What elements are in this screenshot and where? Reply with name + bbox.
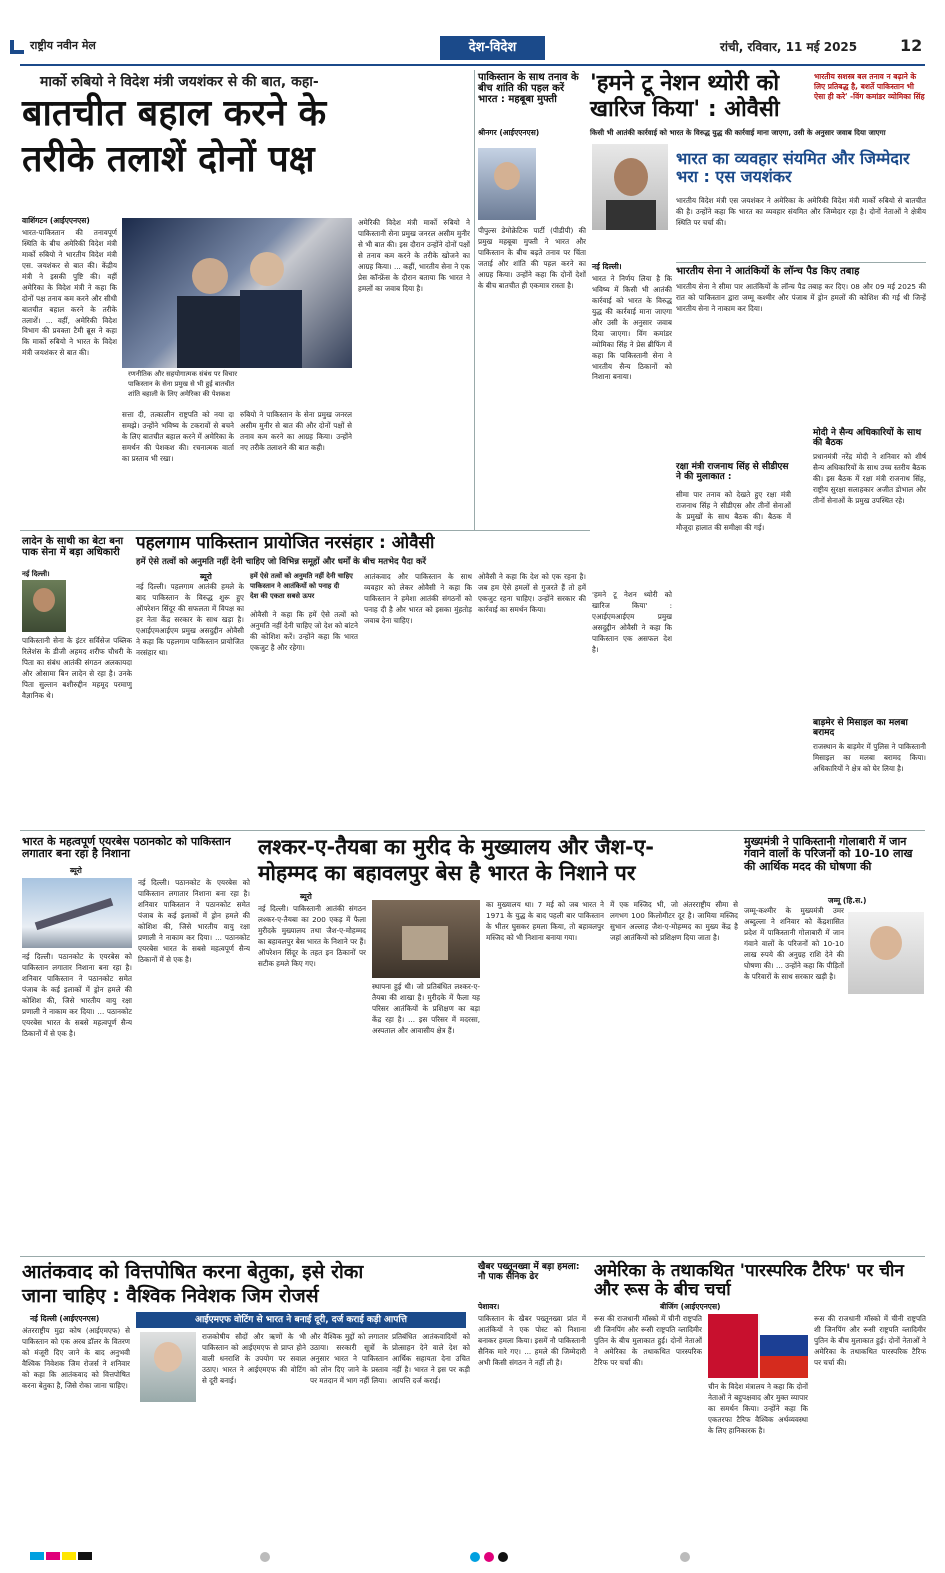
pahalgam-quote: हमें ऐसे तत्वों को अनुमति नहीं देनी चाहिए	[250, 572, 353, 580]
person-suit-right	[240, 290, 302, 368]
lead-bullet: रणनीतिक और सहयोगात्मक संबंध पर विचार	[128, 370, 237, 378]
pahalgam-quote: देश की एकता सबसे ऊपर	[250, 591, 315, 600]
rogers-col3: और वैश्विक मुद्दों को लगातार उठाया। सरकारी सूत्रों के अनुसार भारत ने पाकिस्तान को लोन दिए जाने के प्रस्ताव पर मतदान में भाग नहीं लिया।	[310, 1332, 388, 1385]
registration-mark	[470, 1552, 480, 1562]
omar-body: जम्मू-कश्मीर के मुख्यमंत्री उमर अब्दुल्ला ने शनिवार को केंद्रशासित प्रदेश में पाकिस्तानी गोलाबारी में जान गंवाने वालों के परिजनों को 10-10 लाख रुपये की अनुग्रह राशि देने की घोषणा की। ... उन्होंने कहा कि पीड़ितों के परिवारों के साथ सरकार खड़ी है।	[744, 906, 844, 981]
pahalgam-dateline: ब्यूरो	[200, 572, 212, 581]
paper-name: राष्ट्रीय नवीन मेल	[30, 39, 96, 52]
section-banner: देश-विदेश	[440, 36, 545, 60]
pahalgam-col1: नई दिल्ली। पहलगाम आतंकी हमले के बाद पाकिस्तान के विरुद्ध शुरू हुए ऑपरेशन सिंदूर की सफलता में विपक्ष का हर नेता केंद्र सरकार के साथ खड़ा है। एआईएमआईएम प्रमुख असदुद्दीन ओवैसी ने कहा कि पहलगाम पाकिस्तान प्रायोजित नरसंहार था।	[136, 582, 244, 657]
registration-mark	[484, 1552, 494, 1562]
pahalgam-headline: पहलगाम पाकिस्तान प्रायोजित नरसंहार : ओवैसी	[136, 533, 435, 553]
lead-col2: सत्ता दी, तत्कालीन राष्ट्रपति को नया दा समझे। उन्होंने भविष्य के टकरावों से बचने के लिए बातचीत बहाल करने में अमेरिका के समर्थन की पेशकश की। रचनात्मक वार्ता का प्रस्ताव भी रखा।	[122, 410, 234, 463]
lead-bullet: पाकिस्तान के सेना प्रमुख से भी हुई बातचीत	[128, 379, 235, 388]
face	[494, 162, 520, 190]
rogers-headline-line2: जाना चाहिए : वैश्विक निवेशक जिम रोजर्स	[22, 1285, 319, 1307]
swatch	[46, 1552, 60, 1560]
omar-dateline: जम्मू (हि.स.)	[828, 896, 867, 905]
modi-body: प्रधानमंत्री नरेंद्र मोदी ने शनिवार को शीर्ष सैन्य अधिकारियों के साथ उच्च स्तरीय बैठक की। इस बैठक में रक्षा मंत्री राजनाथ सिंह, राष्ट्रीय सुरक्षा सलाहकार अजीत डोभाल और तीनों सेनाओं के प्रमुख उपस्थित रहे।	[813, 452, 926, 505]
pahalgam-col4: ओवैसी ने कहा कि देश को एक रहना है। जब हम ऐसे हमलों से गुजरते हैं तो हमें एकजुट रहना चाहिए। उन्होंने सरकार की कार्रवाई का समर्थन किया।	[478, 572, 586, 614]
lead-headline-line2: तरीके तलाशें दोनों पक्ष	[22, 139, 315, 180]
lead-headline-line1: बातचीत बहाल करने के	[22, 93, 327, 134]
owaisi-dateline: नई दिल्ली।	[592, 262, 622, 271]
laden-dateline: नई दिल्ली।	[22, 570, 50, 578]
laden-headline: लादेन के साथी का बेटा बना पाक सेना में बड़ा अधिकारी	[22, 536, 124, 559]
tariff-col3: रूस की राजधानी मॉस्को में चीनी राष्ट्रपति शी जिनपिंग और रूसी राष्ट्रपति व्लादिमीर पुतिन के बीच मुलाकात हुई। दोनों नेताओं ने अमेरिका के तथाकथित पारस्परिक टैरिफ पर चर्चा की।	[814, 1314, 926, 1367]
lashkar-col2: स्थापना हुई थी। जो प्रतिबंधित लश्कर-ए-तैयबा की शाखा है। मुरीदके में फैला यह परिसर आतंकियों के प्रशिक्षण का बड़ा केंद्र रहा है। ... इस परिसर में मदरसा, अस्पताल और आवासीय क्षेत्र हैं।	[372, 982, 480, 1035]
divider	[20, 1256, 925, 1257]
owaisi-side-quote: भारतीय सशस्त्र बल तनाव न बढ़ाने के लिए प्रतिबद्ध है, बशर्ते पाकिस्तान भी ऐसा ही करे' -विंग कमांडर व्योमिका सिंह	[814, 72, 925, 102]
person-head-right	[250, 252, 284, 286]
owaisi-sub: 'हमने टू नेशन थ्योरी को खारिज किया' : एआईएमआईएम प्रमुख असदुद्दीन ओवैसी ने कहा कि पाकिस्तान एक असफल देश है।	[592, 590, 672, 654]
divider	[20, 830, 925, 831]
tariff-dateline: बीजिंग (आईएएनएस)	[660, 1302, 721, 1311]
mehbooba-photo	[478, 148, 536, 220]
lead-bullets	[128, 370, 353, 400]
column-divider	[474, 70, 475, 530]
flag-stripe-red	[760, 1356, 808, 1378]
face	[33, 588, 55, 612]
lashkar-dateline: ब्यूरो	[300, 892, 312, 901]
owaisi-photo	[592, 144, 668, 230]
badmer-headline: बाड़मेर से मिसाइल का मलबा बरामद	[813, 718, 908, 739]
jaishankar-body: भारतीय विदेश मंत्री एस जयशंकर ने अमेरिका के अमेरिकी विदेश मंत्री मार्को रुबियो से बातचीत की है। उन्होंने कहा कि भारत का व्यवहार संयमित और जिम्मेदार रहा है। दोनों नेताओं ने क्षेत्रीय स्थिति पर चर्चा की।	[676, 196, 926, 227]
coat	[606, 200, 656, 230]
pathankot-dateline: ब्यूरो	[70, 866, 82, 875]
mehbooba-headline: पाकिस्तान के साथ तनाव के बीच शांति की पहल करें भारत : महबूबा मुफ्ती	[478, 72, 579, 106]
swatch	[62, 1552, 76, 1560]
lashkar-photo	[372, 900, 480, 978]
rogers-banner: आईएमएफ वोटिंग से भारत ने बनाई दूरी, दर्ज कराई कड़ी आपत्ति	[136, 1312, 466, 1328]
laden-photo	[22, 580, 66, 632]
owaisi-headline-line2: खारिज किया' : ओवैसी	[590, 97, 780, 122]
khyber-dateline: पेशावर।	[478, 1302, 500, 1311]
lashkar-headline-line1: लश्कर-ए-तैयबा का मुरीद के मुख्यालय और जैश-ए-	[258, 835, 654, 859]
badmer-body: राजस्थान के बाड़मेर में पुलिस ने पाकिस्तानी मिसाइल का मलबा बरामद किया। अधिकारियों ने क्षेत्र को घेर लिया है।	[813, 742, 926, 773]
tariff-col2: चीन के विदेश मंत्रालय ने कहा कि दोनों नेताओं ने बहुपक्षवाद और मुक्त व्यापार का समर्थन किया। उन्होंने कहा कि एकतरफा टैरिफ वैश्विक अर्थव्यवस्था के लिए हानिकारक है।	[708, 1382, 808, 1435]
lashkar-col4: में एक मस्जिद भी, जो अंतरराष्ट्रीय सीमा से लगभग 100 किलोमीटर दूर है। जामिया मस्जिद सुभान अल्लाह जैश-ए-मोहम्मद का मुख्य केंद्र है जहां आतंकियों को प्रशिक्षण दिया जाता है।	[610, 900, 738, 942]
lead-col3: रुबियो ने पाकिस्तान के सेना प्रमुख जनरल असीम मुनीर से बात की और दोनों पक्षों से तनाव कम करने का आग्रह किया। उन्होंने नए तरीके तलाशने की बात कही।	[240, 410, 352, 452]
registration-mark	[260, 1552, 270, 1562]
omar-photo	[848, 912, 924, 994]
face	[870, 926, 902, 960]
flag-stripe-white	[760, 1314, 808, 1335]
pahalgam-col2: ओवैसी ने कहा कि हमें ऐसे तत्वों को अनुमति नहीं देनी चाहिए जो देश को बांटने की कोशिश करें। उन्होंने कहा कि भारत एकजुट है और रहेगा।	[250, 610, 358, 652]
lead-kicker: मार्को रुबियो ने विदेश मंत्री जयशंकर से की बात, कहा-	[40, 74, 319, 90]
person-head-left	[192, 258, 228, 294]
khyber-headline: खैबर पख्तूनख्वा में बड़ा हमला: नौ पाक सैनिक ढेर	[478, 1262, 580, 1283]
rogers-col4: प्रतिबंधित आतंकवादियों को प्रोत्साहन देने वाले देश को आर्थिक सहायता देना उचित नहीं है। भारत ने इस पर कड़ी आपत्ति दर्ज कराई।	[392, 1332, 470, 1385]
launchpad-body: भारतीय सेना ने सीमा पार आतंकियों के लॉन्च पैड तबाह कर दिए। 08 और 09 मई 2025 की रात को पाकिस्तान द्वारा जम्मू कश्मीर और पंजाब में ड्रोन हमलों की कोशिश की गई थी जिन्हें भारतीय सेना ने नाकाम कर दिया।	[676, 282, 926, 313]
rogers-dateline: नई दिल्ली (आईएएनएस)	[30, 1314, 100, 1323]
mehbooba-body: पीपुल्स डेमोक्रेटिक पार्टी (पीडीपी) की प्रमुख महबूबा मुफ्ती ने भारत और पाकिस्तान के बीच बढ़ते तनाव पर चिंता जताई और शांति की पहल करने का आग्रह किया। उन्होंने कहा कि दोनों देशों के बीच बातचीत ही एकमात्र रास्ता है।	[478, 226, 586, 290]
divider	[676, 262, 926, 263]
flag-stripe-blue	[760, 1335, 808, 1356]
lashkar-col1: नई दिल्ली। पाकिस्तानी आतंकी संगठन लश्कर-ए-तैयबा का 200 एकड़ में फैला मुरीदके मुख्यालय तथा जैश-ए-मोहम्मद का बहावलपुर बेस भारत के निशाने पर हैं। ऑपरेशन सिंदूर के तहत इन ठिकानों पर सटीक हमले किए गए।	[258, 904, 366, 968]
rogers-col1: अंतरराष्ट्रीय मुद्रा कोष (आईएमएफ) से पाकिस्तान को एक अरब डॉलर के वितरण को मंजूरी दिए जाने के बाद अनुभवी वैश्विक निवेशक जिम रोजर्स ने शनिवार को कहा कि आतंकवाद को वित्तपोषित करना बेतुका है, जिसे रोका जाना चाहिए।	[22, 1326, 130, 1390]
face	[614, 158, 648, 196]
color-bar	[30, 1552, 92, 1560]
lashkar-col3: का मुख्यालय था। 7 मई को जब भारत ने 1971 के युद्ध के बाद पहली बार पाकिस्तान के भीतर घुसकर हमला किया, तो बहावलपुर मस्जिद को भी निशाना बनाया गया।	[486, 900, 604, 942]
pathankot-headline: भारत के महत्वपूर्ण एयरबेस पठानकोट को पाकिस्तान लगातार बना रहा है निशाना	[22, 835, 231, 861]
pathankot-col1: नई दिल्ली। पठानकोट के एयरबेस को पाकिस्तान लगातार निशाना बना रहा है। शनिवार पाकिस्तान ने पठानकोट समेत पंजाब के कई इलाकों में ड्रोन हमले की कोशिश की, जिसे भारतीय वायु रक्षा प्रणाली ने नाकाम कर दिया। ... पठानकोट एयरबेस भारत के सबसे महत्वपूर्ण सैन्य ठिकानों में से एक है।	[22, 952, 132, 1038]
rajnath-headline: रक्षा मंत्री राजनाथ सिंह से सीडीएस ने की मुलाकात :	[676, 462, 789, 483]
masthead-rule	[20, 64, 925, 66]
jaishankar-headline: भारत का व्यवहार संयमित और जिम्मेदार भरा : एस जयशंकर	[676, 149, 910, 186]
masthead-mark	[10, 40, 24, 54]
mehbooba-dateline: श्रीनगर (आईएएनएस)	[478, 128, 540, 137]
lead-col4: अमेरिकी विदेश मंत्री मार्को रुबियो ने पाकिस्तानी सेना प्रमुख जनरल असीम मुनीर से भी बात की। इस दौरान उन्होंने दोनों पक्षों से तनाव कम करने के तरीके खोजने का आग्रह किया। ... कहीं, भारतीय सेना ने एक प्रेस कॉन्फ्रेंस के दौरान बताया कि भारत ने हमलों का जवाब दिया है।	[358, 218, 470, 293]
tariff-photo	[708, 1314, 808, 1378]
khyber-body: पाकिस्तान के खैबर पख्तूनख्वा प्रांत में आतंकियों ने एक पोस्ट को निशाना बनाकर हमला किया। इसमें नौ पाकिस्तानी सैनिक मारे गए। ... हमले की जिम्मेदारी अभी किसी संगठन ने नहीं ली है।	[478, 1314, 586, 1367]
launchpad-headline: भारतीय सेना ने आतंकियों के लॉन्च पैड किए तबाह	[676, 266, 860, 277]
pahalgam-quote: पाकिस्तान ने आतंकियों को पनाह दी	[250, 581, 340, 590]
swatch	[78, 1552, 92, 1560]
modi-headline: मोदी ने सैन्य अधिकारियों के साथ की बैठक	[813, 428, 922, 449]
pahalgam-quotes	[250, 572, 358, 602]
rogers-col2: राजकोषीय सौदों और ऋणों के भी पाकिस्तान को आईएमएफ से प्राप्त होने वाली धनराशि के उपयोग पर सवाल उठाए। भारत ने आईएमएफ की वोटिंग से दूरी बनाई।	[202, 1332, 306, 1385]
person-suit-left	[177, 296, 243, 368]
laden-body: पाकिस्तानी सेना के इंटर सर्विसेज पब्लिक रिलेशंस के डीजी अहमद शरीफ चौधरी के पिता का संबंध आतंकी संगठन अलकायदा और ओसामा बिन लादेन से रहा है। उनके पिता सुल्तान बशीरुद्दीन महमूद परमाणु वैज्ञानिक थे।	[22, 636, 132, 700]
rogers-photo	[140, 1332, 196, 1402]
owaisi-strap: किसी भी आतंकी कार्रवाई को भारत के विरुद्ध युद्ध की कार्रवाई माना जाएगा, उसी के अनुसार जवाब दिया जाएगा	[590, 128, 886, 137]
lead-photo	[122, 218, 352, 368]
pathankot-col2: नई दिल्ली। पठानकोट के एयरबेस को पाकिस्तान लगातार निशाना बना रहा है। शनिवार पाकिस्तान ने पठानकोट समेत पंजाब के कई इलाकों में ड्रोन हमले की कोशिश की, जिसे भारतीय वायु रक्षा प्रणाली ने नाकाम कर दिया। ... पठानकोट एयरबेस भारत के सबसे महत्वपूर्ण सैन्य ठिकानों में से एक है।	[138, 878, 250, 964]
registration-mark	[498, 1552, 508, 1562]
debris	[402, 926, 448, 960]
page-dateline: रांची, रविवार, 11 मई 2025	[720, 40, 858, 54]
owaisi-body: भारत ने निर्णय लिया है कि भविष्य में किसी भी आतंकी कार्रवाई को भारत के विरुद्ध युद्ध की कार्रवाई माना जाएगा और उसी के अनुसार जवाब दिया जाएगा। विंग कमांडर व्योमिका सिंह ने प्रेस ब्रीफिंग में कहा कि पाकिस्तानी सेना ने भारतीय सैन्य ठिकानों को निशाना बनाया।	[592, 274, 672, 382]
rogers-headline-line1: आतंकवाद को वित्तपोषित करना बेतुका, इसे रोका	[22, 1261, 364, 1283]
pahalgam-sub: हमें ऐसे तत्वों को अनुमति नहीं देनी चाहिए जो विभिन्न समूहों और धर्मों के बीच मतभेद पैदा करें	[136, 557, 426, 567]
lead-dateline: वाशिंगटन (आईएएनएस)	[22, 216, 90, 225]
lead-bullet: शांति बहाली के लिए अमेरिका की पेशकश	[128, 389, 231, 398]
pahalgam-col3: आतंकवाद और पाकिस्तान के साथ व्यवहार को लेकर ओवैसी ने कहा कि पाकिस्तान ने हमेशा आतंकी संगठनों को पनाह दी है और भारत को इसका मुंहतोड़ जवाब देना चाहिए।	[364, 572, 472, 625]
tariff-headline: अमेरिका के तथाकथित 'पारस्परिक टैरिफ' पर चीन और रूस के बीच चर्चा	[594, 1261, 904, 1301]
registration-mark	[680, 1552, 690, 1562]
tariff-col1: रूस की राजधानी मॉस्को में चीनी राष्ट्रपति शी जिनपिंग और रूसी राष्ट्रपति व्लादिमीर पुतिन के बीच मुलाकात हुई। दोनों नेताओं ने अमेरिका के तथाकथित पारस्परिक टैरिफ पर चर्चा की।	[594, 1314, 702, 1367]
omar-headline: मुख्यमंत्री ने पाकिस्तानी गोलाबारी में जान गंवाने वालों के परिजनों को 10-10 लाख की आर्थिक मदद की घोषणा की	[744, 835, 913, 873]
face	[154, 1342, 182, 1372]
lashkar-headline-line2: मोहम्मद का बहावलपुर बेस है भारत के निशाने पर	[258, 861, 636, 885]
page-number: 12	[900, 36, 923, 55]
pathankot-photo	[22, 878, 132, 948]
divider	[20, 530, 590, 531]
owaisi-headline-line1: 'हमने टू नेशन थ्योरी को	[590, 71, 780, 96]
missile	[35, 898, 114, 930]
lead-col1: भारत-पाकिस्तान की तनावपूर्ण स्थिति के बीच अमेरिकी विदेश मंत्री मार्को रुबियो ने भारतीय विदेश मंत्री एस. जयशंकर से बात की। केंद्रीय मंत्री ने इसकी पुष्टि की। वहीं अमेरिका के विदेश मंत्री ने कहा कि दोनों पक्ष तनाव कम करने और सीधी बातचीत बहाल करने के तरीके तलाशें। ... वहीं, अमेरिकी विदेश विभाग की प्रवक्ता टैमी ब्रूस ने कहा कि मार्को रुबियो ने भारत के विदेश मंत्री जयशंकर से बात की।	[22, 228, 117, 358]
rajnath-body: सीमा पार तनाव को देखते हुए रक्षा मंत्री राजनाथ सिंह ने सीडीएस और तीनों सेनाओं के प्रमुखों के साथ बैठक की। बैठक में मौजूदा हालात की समीक्षा की गई।	[676, 490, 791, 532]
swatch	[30, 1552, 44, 1560]
